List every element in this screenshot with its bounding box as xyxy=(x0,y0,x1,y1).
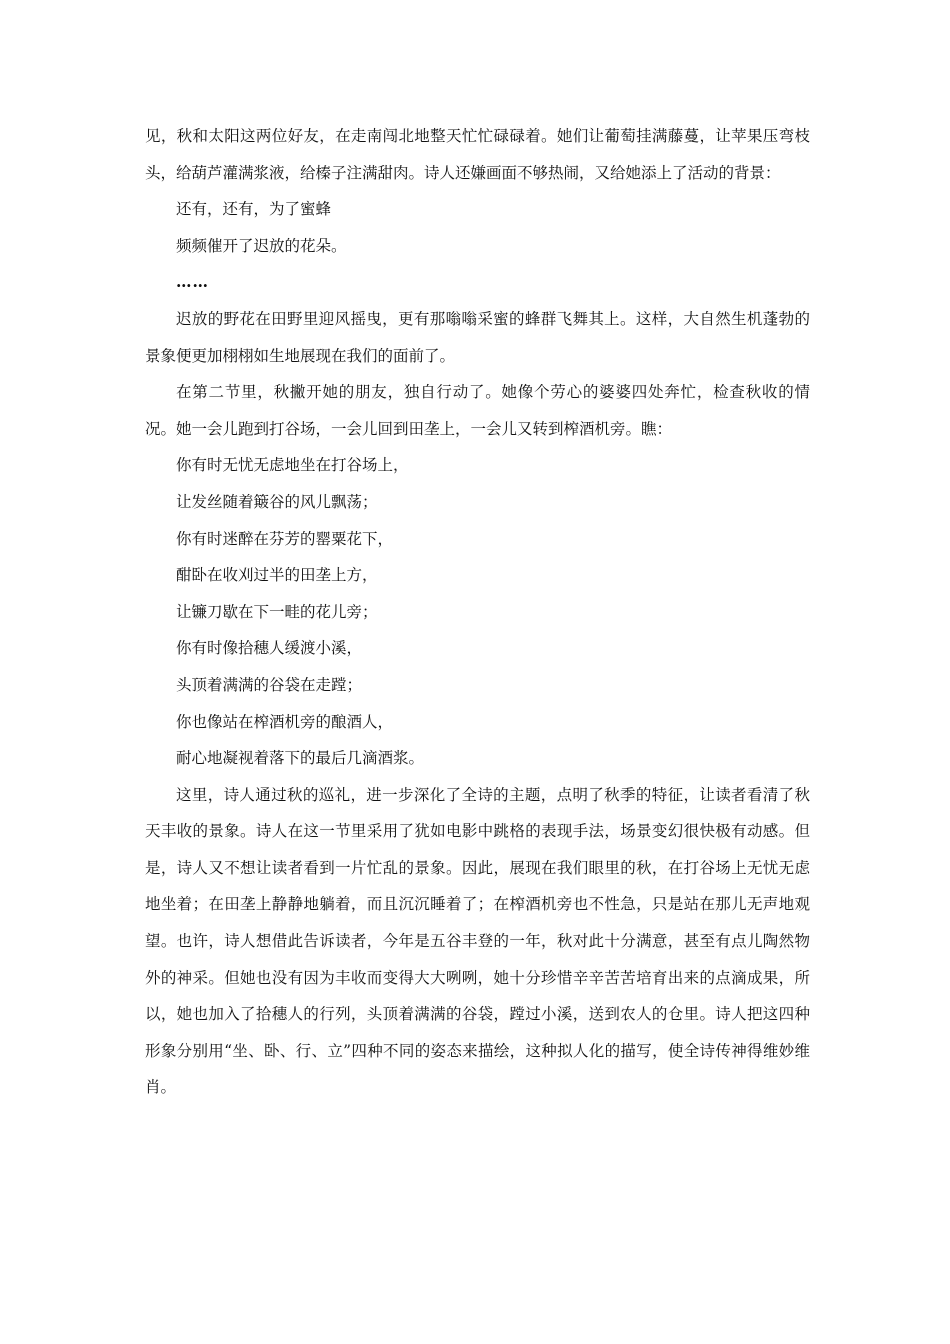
paragraph: 迟放的野花在田野里迎风摇曳，更有那嗡嗡采蜜的蜂群飞舞其上。这样，大自然生机蓬勃的景象便更加栩栩如生地展现在我们的面前了。 xyxy=(145,309,810,365)
verse-line: 你有时迷醉在芬芳的罂粟花下， xyxy=(176,529,394,548)
verse-line: 你也像站在榨酒机旁的酿酒人， xyxy=(176,712,394,731)
poem-excerpt-1 xyxy=(145,191,810,301)
verse-line: 让镰刀歇在下一畦的花儿旁； xyxy=(176,602,378,621)
verse-line: 耐心地凝视着落下的最后几滴酒浆。 xyxy=(176,749,425,768)
verse-ellipsis: …… xyxy=(176,272,209,292)
verse-line: 酣卧在收刈过半的田垄上方， xyxy=(176,566,378,585)
verse-line: 你有时像拾穗人缓渡小溪， xyxy=(176,639,363,658)
verse-line: 让发丝随着簸谷的风儿飘荡； xyxy=(176,492,378,511)
verse-line: 还有，还有，为了蜜蜂 xyxy=(176,200,332,219)
document-body xyxy=(145,118,810,1106)
verse-line: 你有时无忧无虑地坐在打谷场上， xyxy=(176,456,409,475)
verse-line: 频频催开了迟放的花朵。 xyxy=(176,236,347,255)
paragraph-continued: 见，秋和太阳这两位好友，在走南闯北地整天忙忙碌碌着。她们让葡萄挂满藤蔓，让苹果压弯枝头，给葫芦灌满浆液，给榛子注满甜肉。诗人还嫌画面不够热闹，又给她添上了活动的背景： xyxy=(145,127,810,182)
poem-excerpt-2 xyxy=(145,447,810,776)
paragraph: 在第二节里，秋撇开她的朋友，独自行动了。她像个劳心的婆婆四处奔忙，检查秋收的情况。她一会儿跑到打谷场，一会儿回到田垄上，一会儿又转到榨酒机旁。瞧： xyxy=(145,383,810,438)
paragraph: 这里，诗人通过秋的巡礼，进一步深化了全诗的主题，点明了秋季的特征，让读者看清了秋天丰收的景象。诗人在这一节里采用了犹如电影中跳格的表现手法，场景变幻很快极有动感。但是，诗人又不想让读者看到一片忙乱的景象。因此，展现在我们眼里的秋，在打谷场上无忧无虑地坐着；在田垄上静静地躺着，而且沉沉睡着了；在榨酒机旁也不性急，只是站在那儿无声地观望。也许，诗人想借此告诉读者，今年是五谷丰登的一年，秋对此十分满意，甚至有点儿陶然物外的神采。但她也没有因为丰收而变得大大咧咧，她十分珍惜辛辛苦苦培育出来的点滴成果，所以，她也加入了拾穗人的行列，头顶着满满的谷袋，蹚过小溪，送到农人的仓里。诗人把这四种形象分别用“坐、卧、行、立”四种不同的姿态来描绘，这种拟人化的描写，使全诗传神得维妙维肖。 xyxy=(145,785,810,1097)
verse-line: 头顶着满满的谷袋在走蹚； xyxy=(176,675,363,694)
